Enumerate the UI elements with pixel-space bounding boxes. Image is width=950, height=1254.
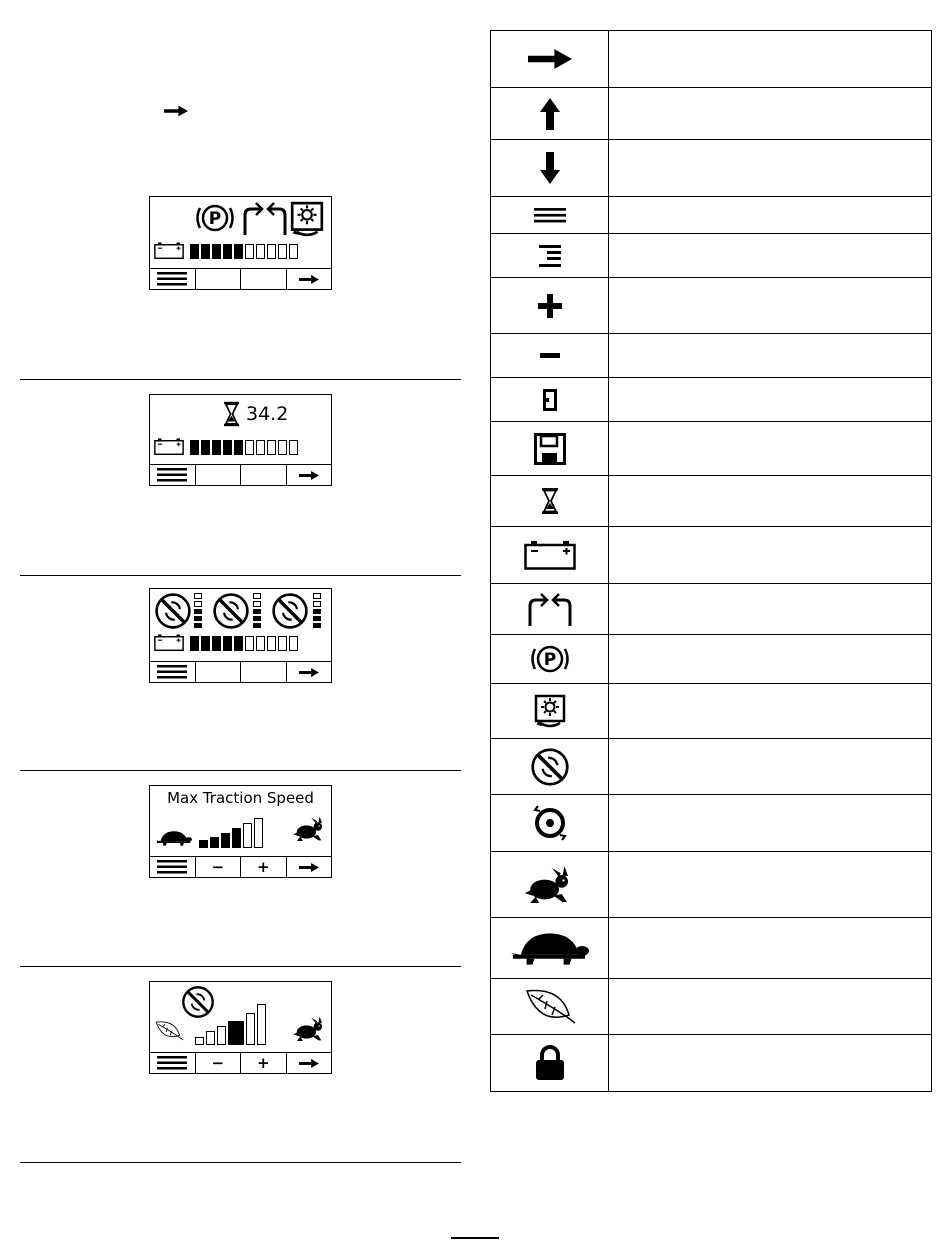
reel-icon (271, 592, 309, 630)
softkey-row (150, 464, 331, 485)
menu-button[interactable] (150, 662, 196, 682)
next-button[interactable] (287, 1053, 332, 1073)
lcd-eco-mode-screen (149, 981, 332, 1074)
menu-icon (157, 665, 187, 679)
table-row (491, 422, 932, 476)
table-row (491, 88, 932, 140)
eco-leaf-icon (154, 1018, 184, 1044)
rabbit-icon (491, 852, 609, 918)
increase-button[interactable]: + (241, 857, 287, 877)
arrow-right-icon (491, 31, 609, 88)
next-button[interactable] (287, 269, 332, 289)
reel-level-indicator (313, 593, 321, 629)
lcd-traction-speed-screen (149, 785, 332, 878)
icon-reference-table (490, 30, 932, 1092)
page-number-rule (451, 1237, 499, 1239)
plus-icon (491, 278, 609, 334)
softkey-row (150, 268, 331, 289)
turn-icon (242, 201, 288, 235)
arrow-right-icon (299, 862, 319, 873)
softkey-2[interactable] (196, 662, 242, 682)
divider (20, 770, 461, 771)
table-row (491, 684, 932, 739)
table-row (491, 795, 932, 852)
arrow-up-icon (491, 88, 609, 140)
submenu-icon (491, 234, 609, 278)
menu-button[interactable] (150, 1053, 196, 1073)
speed-level-bars (195, 1002, 287, 1045)
arrow-right-icon (299, 274, 319, 285)
reel-level-indicator (253, 593, 261, 629)
table-row (491, 334, 932, 378)
arrow-right-icon (164, 104, 188, 118)
rabbit-icon (292, 1014, 328, 1044)
backlight-icon (491, 684, 609, 739)
lcd-status-screen (149, 196, 332, 290)
divider (20, 575, 461, 576)
arrow-right-icon (299, 1058, 319, 1069)
table-row (491, 635, 932, 684)
softkey-row (150, 661, 331, 682)
menu-icon (157, 1056, 187, 1070)
softkey-3[interactable] (241, 662, 287, 682)
table-row (491, 918, 932, 979)
divider (20, 1162, 461, 1163)
reel-icon (491, 739, 609, 795)
parking-brake-icon (195, 203, 235, 233)
menu-icon (491, 197, 609, 234)
turn-icon (491, 584, 609, 635)
table-row (491, 527, 932, 584)
exit-icon (491, 378, 609, 422)
table-row (491, 234, 932, 278)
softkey-3[interactable] (241, 269, 287, 289)
menu-button[interactable] (150, 269, 196, 289)
menu-icon (157, 272, 187, 286)
battery-icon (154, 241, 184, 260)
table-row (491, 739, 932, 795)
table-row (491, 852, 932, 918)
hour-meter-value: 34.2 (246, 403, 289, 425)
battery-icon (154, 633, 184, 652)
softkey-2[interactable] (196, 465, 242, 485)
battery-icon (491, 527, 609, 584)
table-row (491, 278, 932, 334)
turtle-icon (156, 830, 192, 846)
reel-icon (212, 592, 250, 630)
lcd-hours-screen (149, 394, 332, 486)
backlight-icon (290, 201, 324, 237)
menu-icon (157, 468, 187, 482)
decrease-button[interactable]: − (196, 857, 242, 877)
lcd-reels-screen (149, 588, 332, 683)
battery-icon (154, 437, 184, 456)
battery-level-bars (190, 440, 298, 455)
wheel-icon (491, 795, 609, 852)
next-button[interactable] (287, 662, 332, 682)
menu-button[interactable] (150, 465, 196, 485)
divider (20, 966, 461, 967)
table-row (491, 1035, 932, 1092)
eco-leaf-icon (491, 979, 609, 1035)
table-row (491, 476, 932, 527)
reel-icon (154, 592, 192, 630)
parking-brake-icon (491, 635, 609, 684)
table-row (491, 31, 932, 88)
battery-level-bars (190, 244, 298, 259)
rabbit-icon (292, 814, 328, 844)
speed-level-bars (199, 814, 289, 848)
table-row (491, 140, 932, 197)
save-icon (491, 422, 609, 476)
increase-button[interactable]: + (241, 1053, 287, 1073)
turtle-icon (491, 918, 609, 979)
table-row (491, 584, 932, 635)
battery-level-bars (190, 636, 298, 651)
lock-icon (491, 1035, 609, 1092)
table-row (491, 979, 932, 1035)
divider (20, 379, 461, 380)
softkey-row (150, 1052, 331, 1073)
arrow-right-icon (299, 470, 319, 481)
minus-icon (491, 334, 609, 378)
softkey-3[interactable] (241, 465, 287, 485)
softkey-row (150, 856, 331, 877)
hourglass-icon (224, 400, 239, 428)
menu-button[interactable] (150, 857, 196, 877)
table-row (491, 378, 932, 422)
arrow-right-icon (299, 667, 319, 678)
screen-title: Max Traction Speed (167, 789, 314, 807)
next-button[interactable] (287, 857, 332, 877)
arrow-down-icon (491, 140, 609, 197)
menu-icon (157, 860, 187, 874)
decrease-button[interactable]: − (196, 1053, 242, 1073)
reel-level-indicator (194, 593, 202, 629)
softkey-2[interactable] (196, 269, 242, 289)
table-row (491, 197, 932, 234)
next-button[interactable] (287, 465, 332, 485)
hourglass-icon (491, 476, 609, 527)
